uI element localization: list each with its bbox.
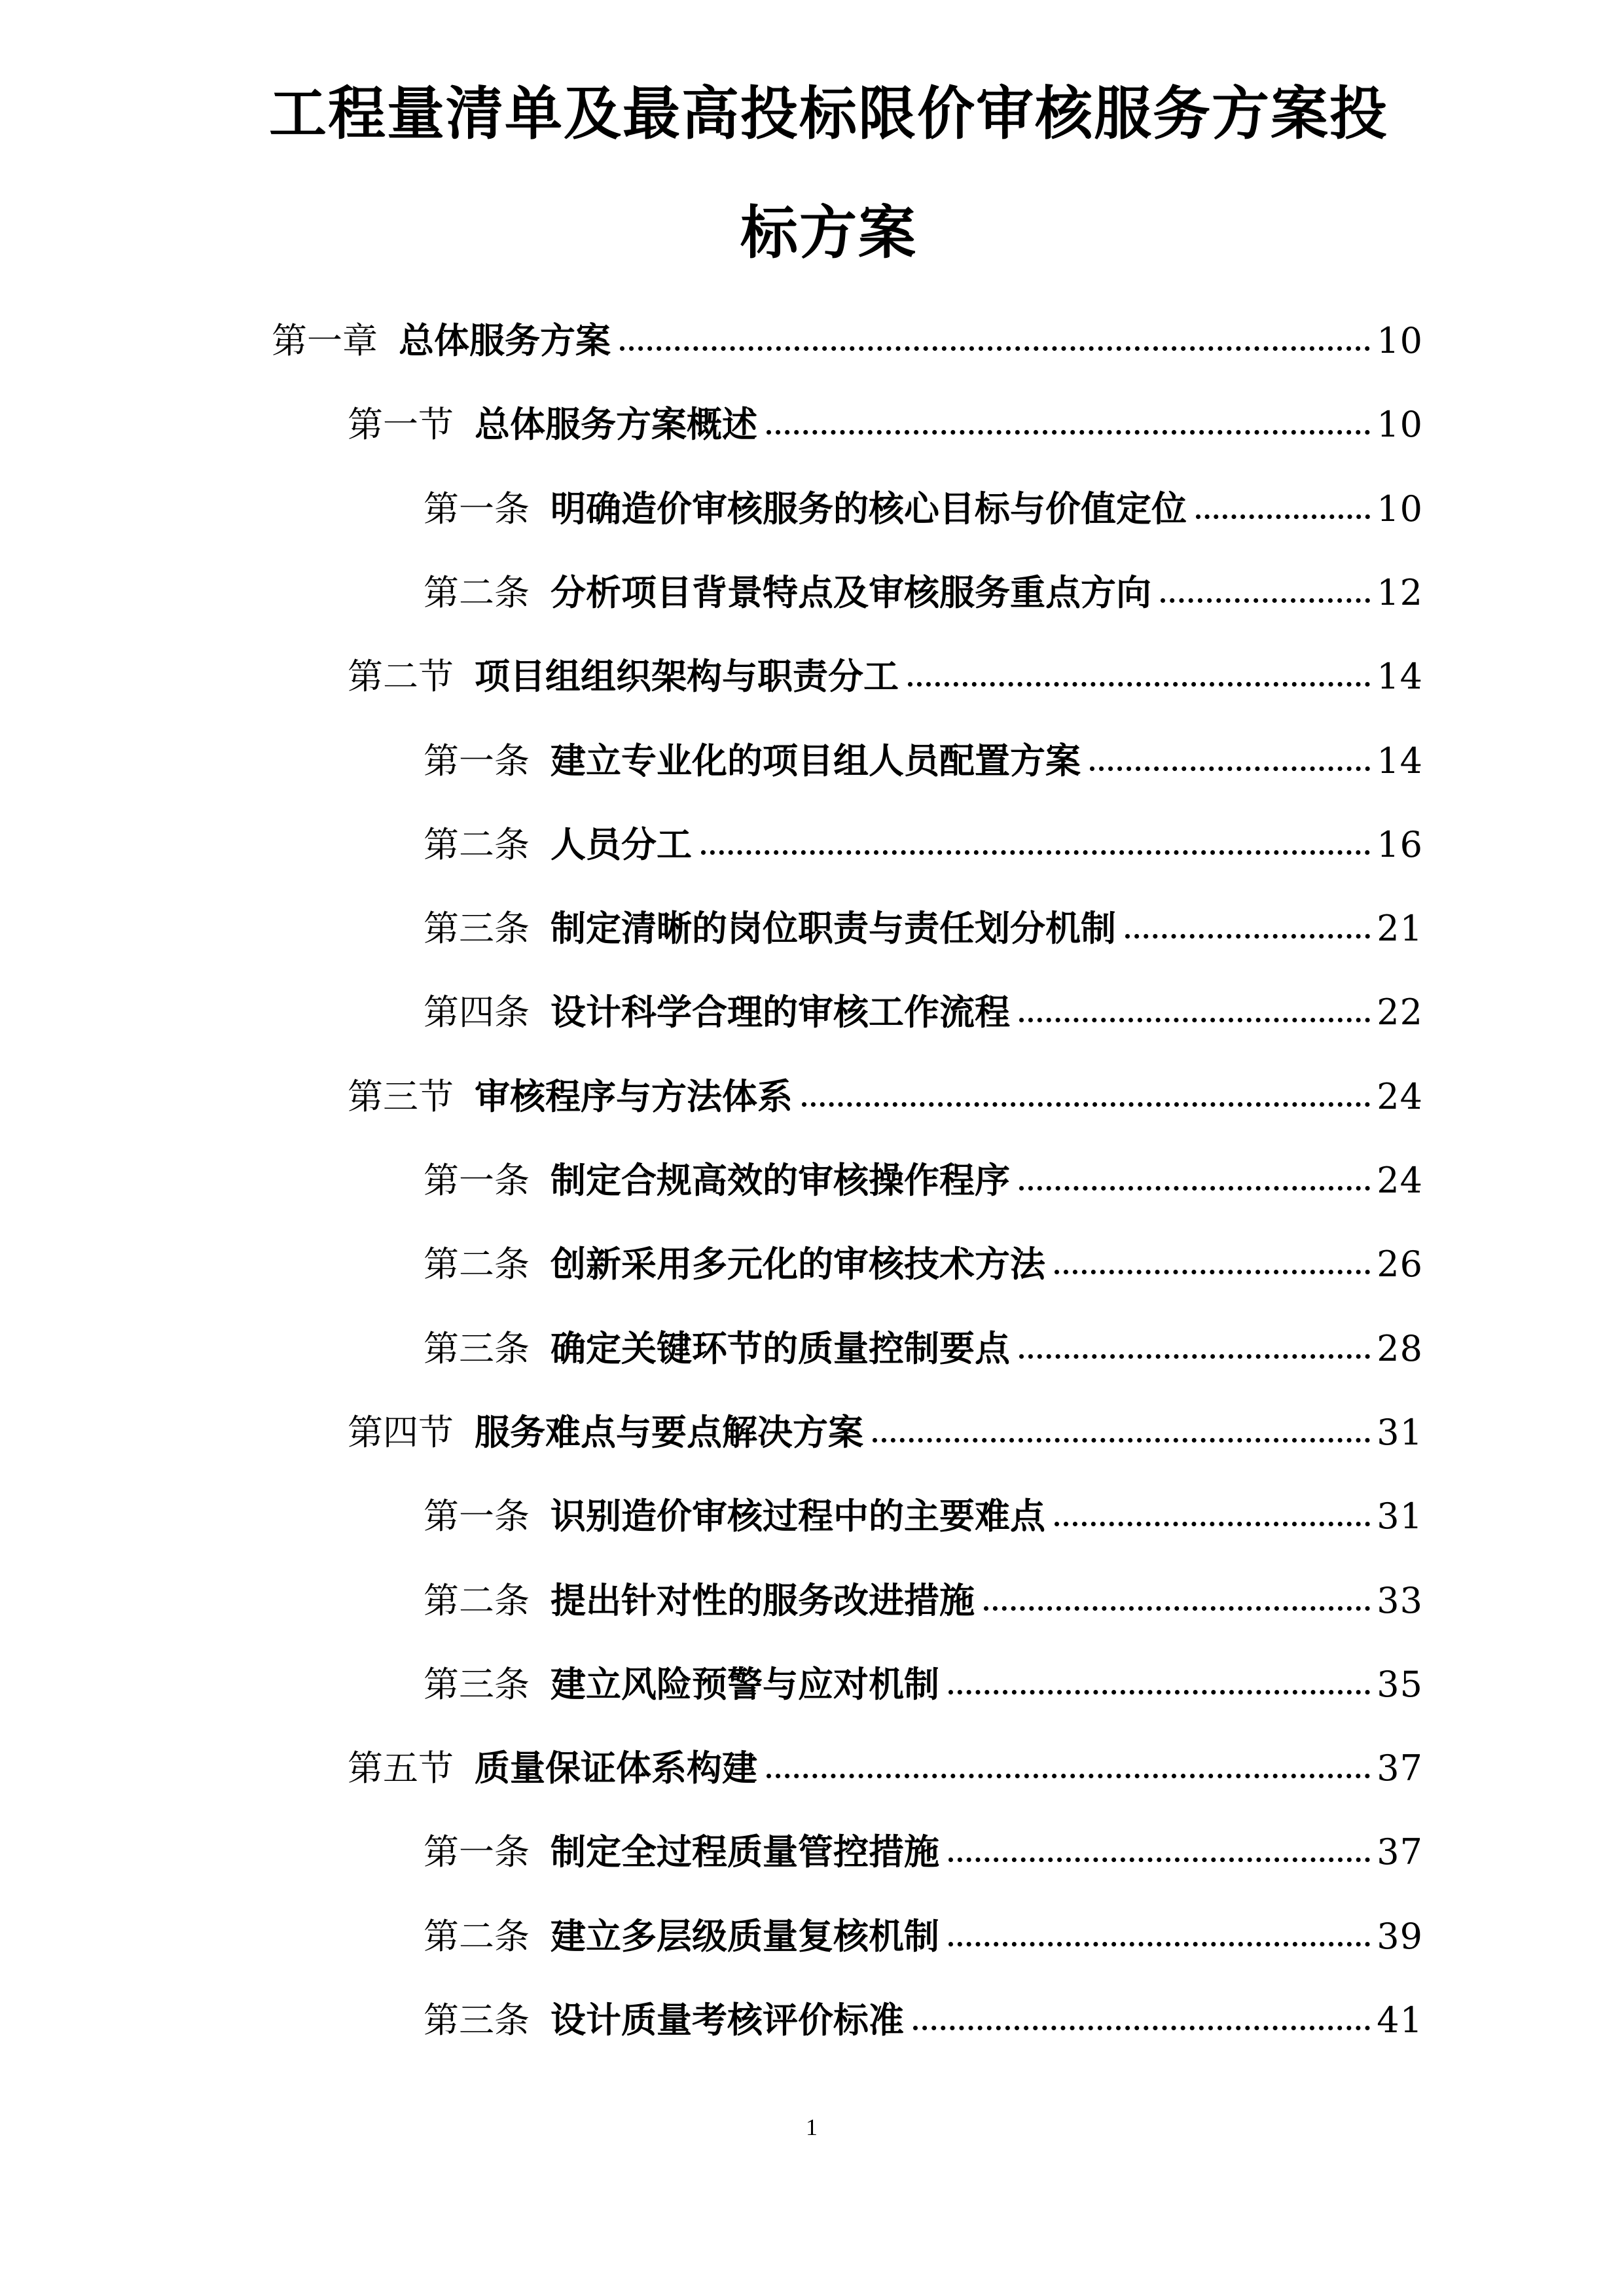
toc-entry-page-number: 14: [1377, 656, 1423, 697]
toc-entry-page-number: 31: [1377, 1412, 1423, 1453]
toc-dot-leader: [767, 430, 1370, 435]
toc-entry[interactable]: [348, 642, 1423, 697]
toc-entry-heading: 项目组组织架构与职责分工: [475, 656, 899, 697]
toc-entry-heading: 建立专业化的项目组人员配置方案: [550, 740, 1081, 781]
toc-entry-label: 第一条: [424, 1160, 530, 1201]
toc-entry-heading: 创新采用多元化的审核技术方法: [550, 1244, 1045, 1285]
toc-entry-heading: 审核程序与方法体系: [475, 1076, 793, 1117]
toc-entry-heading: 总体服务方案: [399, 320, 611, 361]
toc-entry-page-number: 31: [1377, 1496, 1423, 1537]
toc-dot-leader: [620, 346, 1370, 351]
toc-entry[interactable]: [424, 978, 1423, 1033]
toc-entry-heading: 服务难点与要点解决方案: [475, 1412, 863, 1453]
toc-entry-page-number: 37: [1377, 1831, 1423, 1873]
toc-dot-leader: [908, 682, 1370, 687]
toc-entry-label: 第二条: [424, 1244, 530, 1285]
toc-entry-heading: 建立风险预警与应对机制: [550, 1664, 939, 1705]
document-title-line-1: 工程量清单及最高投标限价审核服务方案投: [268, 80, 1388, 147]
toc-entry-page-number: 10: [1377, 488, 1423, 529]
toc-entry[interactable]: [424, 1230, 1423, 1285]
toc-entry-heading: 提出针对性的服务改进措施: [550, 1580, 975, 1621]
toc-dot-leader: [1019, 1354, 1370, 1359]
toc-entry[interactable]: [424, 1566, 1423, 1619]
toc-entry-heading: 建立多层级质量复核机制: [550, 1916, 939, 1957]
toc-entry-label: 第三条: [424, 1664, 530, 1705]
toc-entry-page-number: 14: [1377, 740, 1423, 781]
toc-dot-leader: [767, 1774, 1370, 1778]
toc-dot-leader: [913, 2026, 1370, 2030]
toc-entry-label: 第一条: [424, 1831, 530, 1873]
document-title-line-2: 标方案: [740, 199, 917, 266]
toc-entry-heading: 制定清晰的岗位职责与责任划分机制: [550, 908, 1116, 949]
toc-entry[interactable]: [424, 726, 1423, 779]
toc-entry-label: 第三节: [348, 1076, 454, 1117]
toc-entry-heading: 人员分工: [550, 824, 692, 865]
toc-dot-leader: [948, 1690, 1370, 1695]
toc-entry-heading: 制定合规高效的审核操作程序: [550, 1160, 1010, 1201]
toc-entry-page-number: 10: [1377, 404, 1423, 445]
toc-entry-page-number: 28: [1377, 1328, 1423, 1369]
toc-entry-label: 第二条: [424, 572, 530, 613]
toc-entry-page-number: 10: [1377, 320, 1423, 361]
toc-entry-page-number: 12: [1377, 572, 1423, 613]
toc-entry-page-number: 39: [1377, 1916, 1423, 1957]
toc-entry-page-number: 41: [1377, 2000, 1423, 2041]
toc-dot-leader: [1196, 514, 1370, 519]
toc-dot-leader: [1019, 1018, 1370, 1022]
toc-entry-page-number: 22: [1377, 992, 1423, 1033]
toc-entry-label: 第一条: [424, 1496, 530, 1537]
toc-entry-heading: 质量保证体系构建: [475, 1748, 757, 1789]
toc-entry-page-number: 37: [1377, 1748, 1423, 1789]
toc-entry[interactable]: [348, 1398, 1423, 1453]
toc-entry-label: 第一节: [348, 404, 454, 445]
toc-entry[interactable]: [348, 1734, 1423, 1789]
toc-entry[interactable]: [424, 1986, 1423, 2041]
toc-entry[interactable]: [424, 1902, 1423, 1957]
toc-dot-leader: [1090, 766, 1370, 771]
toc-dot-leader: [873, 1438, 1370, 1443]
toc-entry-label: 第三条: [424, 2000, 530, 2041]
toc-entry-heading: 设计科学合理的审核工作流程: [550, 992, 1010, 1033]
toc-dot-leader: [1055, 1522, 1370, 1526]
toc-entry[interactable]: [424, 894, 1423, 949]
toc-entry-label: 第二条: [424, 1916, 530, 1957]
toc-dot-leader: [802, 1102, 1370, 1107]
toc-entry[interactable]: [424, 810, 1423, 863]
toc-entry-label: 第一条: [424, 488, 530, 529]
toc-entry[interactable]: [424, 1314, 1423, 1367]
toc-dot-leader: [984, 1606, 1370, 1611]
toc-entry-page-number: 35: [1377, 1664, 1423, 1705]
toc-entry-label: 第三条: [424, 908, 530, 949]
toc-entry-label: 第四节: [348, 1412, 454, 1453]
toc-entry-page-number: 24: [1377, 1076, 1423, 1117]
toc-entry-label: 第三条: [424, 1328, 530, 1369]
toc-entry[interactable]: [424, 1146, 1423, 1201]
toc-entry-heading: 制定全过程质量管控措施: [550, 1831, 939, 1873]
toc-entry[interactable]: [424, 1482, 1423, 1537]
toc-dot-leader: [1055, 1270, 1370, 1274]
toc-entry[interactable]: [424, 1650, 1423, 1705]
toc-entry-label: 第四条: [424, 992, 530, 1033]
toc-entry-heading: 分析项目背景特点及审核服务重点方向: [550, 572, 1151, 613]
toc-entry-page-number: 26: [1377, 1244, 1423, 1285]
toc-entry-page-number: 33: [1377, 1580, 1423, 1621]
toc-dot-leader: [948, 1857, 1370, 1862]
toc-entry-label: 第二条: [424, 1580, 530, 1621]
toc-dot-leader: [1161, 598, 1370, 603]
toc-dot-leader: [948, 1942, 1370, 1946]
toc-entry-label: 第二节: [348, 656, 454, 697]
toc-entry-heading: 总体服务方案概述: [475, 404, 757, 445]
toc-entry-heading: 明确造价审核服务的核心目标与价值定位: [550, 488, 1187, 529]
toc-entry-heading: 确定关键环节的质量控制要点: [550, 1328, 1010, 1369]
toc-entry[interactable]: [348, 1062, 1423, 1115]
toc-entry[interactable]: [424, 475, 1423, 527]
page-number: 1: [806, 2114, 818, 2140]
toc-entry-page-number: 21: [1377, 908, 1423, 949]
toc-entry-label: 第一章: [272, 320, 378, 361]
toc-entry-label: 第二条: [424, 824, 530, 865]
toc-dot-leader: [701, 850, 1370, 855]
toc-dot-leader: [1019, 1186, 1370, 1191]
toc-entry-page-number: 16: [1377, 824, 1423, 865]
toc-entry-heading: 设计质量考核评价标准: [550, 2000, 904, 2041]
toc-dot-leader: [1125, 934, 1370, 939]
toc-entry[interactable]: [424, 558, 1423, 611]
toc-entry-label: 第一条: [424, 740, 530, 781]
toc-entry-page-number: 24: [1377, 1160, 1423, 1201]
toc-entry-heading: 识别造价审核过程中的主要难点: [550, 1496, 1045, 1537]
toc-entry[interactable]: [348, 390, 1423, 445]
toc-entry[interactable]: [424, 1818, 1423, 1873]
toc-entry[interactable]: [272, 306, 1423, 359]
toc-entry-label: 第五节: [348, 1748, 454, 1789]
